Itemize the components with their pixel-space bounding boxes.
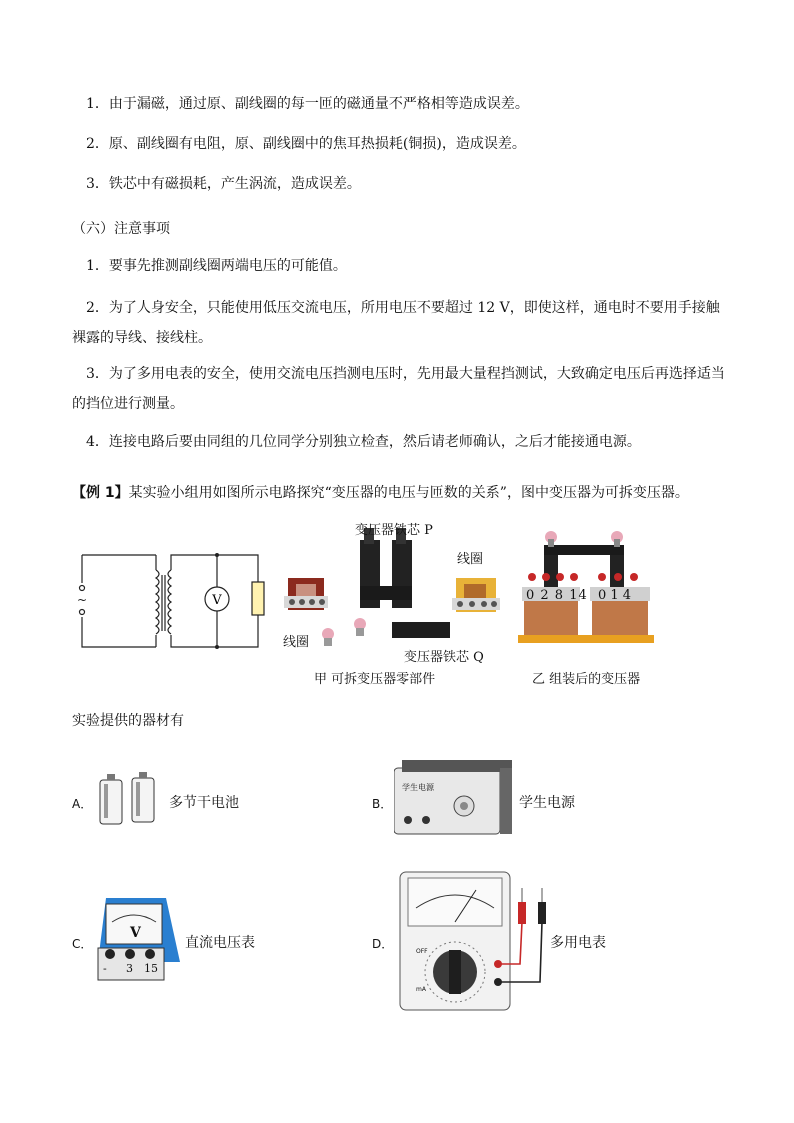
example-question xyxy=(72,482,732,502)
example-text: 某实验小组用如图所示电路探究“变压器的电压与匝数的关系”，图中变压器为可拆变压器。 xyxy=(128,485,689,501)
scale-label-minus: - xyxy=(103,962,107,975)
circuit-diagram xyxy=(74,545,274,657)
terminals-left: 0 2 8 14 xyxy=(526,588,588,603)
example-tag: 【例 1】 xyxy=(72,485,129,501)
voltmeter-v-symbol: V xyxy=(130,925,141,941)
battery-icon xyxy=(96,770,162,828)
caption-a: 甲 可拆变压器零部件 xyxy=(314,672,436,687)
terminals-right: 0 1 4 xyxy=(598,588,632,603)
error-item-1: 1．由于漏磁，通过原、副线圈的每一匝的磁通量不严格相等造成误差。 xyxy=(86,96,529,112)
option-d-letter: D． xyxy=(372,937,394,951)
dial-label-ma: mA xyxy=(416,986,426,993)
equipment-intro: 实验提供的器材有 xyxy=(72,713,184,729)
svg-text:~: ~ xyxy=(77,593,88,607)
note-item-3: 3．为了多用电表的安全，使用交流电压挡测电压时，先用最大量程挡测试，大致确定电压后再选择适当的挡位进行测量。 xyxy=(72,366,725,412)
student-power-supply-icon xyxy=(394,760,512,836)
label-core-q: 变压器铁芯 Q xyxy=(404,650,484,665)
caption-b: 乙 组装后的变压器 xyxy=(532,672,641,687)
option-b-letter: B． xyxy=(372,797,393,811)
error-item-3: 3．铁芯中有磁损耗，产生涡流，造成误差。 xyxy=(86,176,361,192)
voltmeter-symbol: V xyxy=(212,593,222,608)
option-c-name: 直流电压表 xyxy=(185,935,255,951)
note-item-1: 1．要事先推测副线圈两端电压的可能值。 xyxy=(86,258,347,274)
transformer-parts-image xyxy=(280,520,510,660)
option-a-name: 多节干电池 xyxy=(169,795,239,811)
dial-label-off: OFF xyxy=(416,948,428,955)
label-core-p: 变压器铁芯 P xyxy=(355,523,433,538)
scale-label-15: 15 xyxy=(144,962,158,975)
option-d-name: 多用电表 xyxy=(550,935,606,951)
option-c-letter: C． xyxy=(72,937,93,951)
label-coil-right: 线圈 xyxy=(457,552,484,567)
core-q xyxy=(392,622,450,638)
core-p xyxy=(360,528,412,608)
coil-right xyxy=(452,578,500,612)
note-item-2: 2．为了人身安全，只能使用低压交流电压，所用电压不要超过 12 V，即使这样，通电时不要用手接触裸露的导线、接线柱。 xyxy=(72,300,720,346)
power-supply-panel-label: 学生电源 xyxy=(402,783,434,792)
scale-label-3: 3 xyxy=(126,962,133,975)
note-item-4: 4．连接电路后要由同组的几位同学分别独立检查，然后请老师确认，之后才能接通电源。 xyxy=(86,434,641,450)
section-title: （六）注意事项 xyxy=(72,221,170,237)
option-b-name: 学生电源 xyxy=(519,795,575,811)
label-coil-left: 线圈 xyxy=(283,635,310,650)
error-item-2: 2．原、副线圈有电阻，原、副线圈中的焦耳热损耗(铜损)，造成误差。 xyxy=(86,136,526,152)
coil-left xyxy=(284,578,328,610)
option-a-letter: A． xyxy=(72,797,93,811)
resistor xyxy=(252,582,264,615)
